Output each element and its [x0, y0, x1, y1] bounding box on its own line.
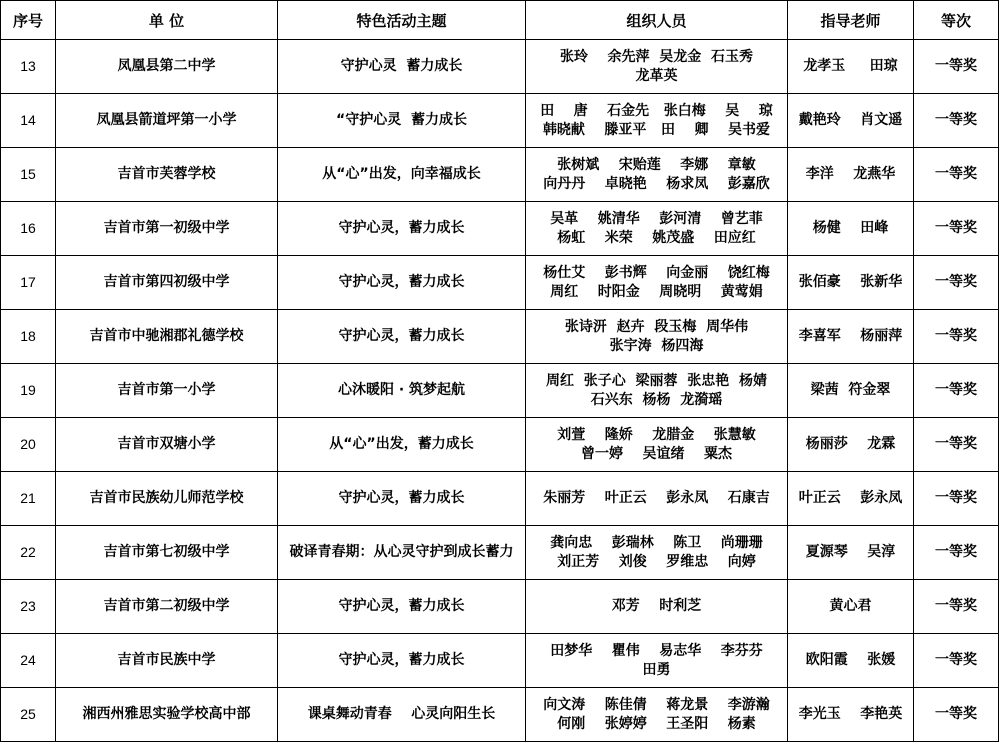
row-organizers: 张树斌 宋贻莲 李娜 章敏 向丹丹 卓晓艳 杨求凤 彭嘉欣: [526, 148, 788, 202]
row-advisors: 杨丽莎 龙霖: [788, 418, 914, 472]
table-row: [1, 94, 999, 148]
row-unit: 凤凰县第二中学: [56, 40, 278, 94]
row-grade: 一等奖: [914, 94, 999, 148]
row-grade: 一等奖: [914, 634, 999, 688]
row-unit: 吉首市双塘小学: [56, 418, 278, 472]
row-no: 21: [1, 472, 56, 526]
row-organizers: 周红 张子心 梁丽蓉 张忠艳 杨婧 石兴东 杨杨 龙漪瑶: [526, 364, 788, 418]
row-no: 13: [1, 40, 56, 94]
row-theme: 课桌舞动青春 心灵向阳生长: [278, 688, 526, 742]
row-unit: 吉首市第四初级中学: [56, 256, 278, 310]
row-advisors: 欧阳霞 张媛: [788, 634, 914, 688]
header-no: 序号: [1, 1, 56, 40]
table-row: [1, 202, 999, 256]
row-organizers: 田梦华 瞿伟 易志华 李芬芬 田勇: [526, 634, 788, 688]
row-organizers: 张诗汧 赵卉 段玉梅 周华伟 张宇涛 杨四海: [526, 310, 788, 364]
header-organizers: 组织人员: [526, 1, 788, 40]
header-grade: 等次: [914, 1, 999, 40]
row-unit: 吉首市芙蓉学校: [56, 148, 278, 202]
row-theme: 守护心灵，蓄力成长: [278, 472, 526, 526]
row-organizers: 邓芳 时利芝: [526, 580, 788, 634]
row-grade: 一等奖: [914, 310, 999, 364]
row-no: 16: [1, 202, 56, 256]
row-advisors: 夏源琴 吴淳: [788, 526, 914, 580]
row-theme: 守护心灵，蓄力成长: [278, 580, 526, 634]
row-no: 18: [1, 310, 56, 364]
row-no: 25: [1, 688, 56, 742]
row-no: 24: [1, 634, 56, 688]
row-grade: 一等奖: [914, 256, 999, 310]
header-theme: 特色活动主题: [278, 1, 526, 40]
row-theme: 从“心”出发，蓄力成长: [278, 418, 526, 472]
table-row: [1, 634, 999, 688]
row-advisors: 龙孝玉 田琼: [788, 40, 914, 94]
table-row: [1, 256, 999, 310]
row-advisors: 李洋 龙燕华: [788, 148, 914, 202]
row-theme: 守护心灵 蓄力成长: [278, 40, 526, 94]
row-organizers: 吴革 姚清华 彭河清 曾艺菲 杨虹 米荣 姚茂盛 田应红: [526, 202, 788, 256]
table-row: [1, 310, 999, 364]
header-advisors: 指导老师: [788, 1, 914, 40]
table-row: [1, 580, 999, 634]
table-row: [1, 148, 999, 202]
row-unit: 吉首市第一初级中学: [56, 202, 278, 256]
row-grade: 一等奖: [914, 364, 999, 418]
row-no: 23: [1, 580, 56, 634]
row-advisors: 李喜军 杨丽萍: [788, 310, 914, 364]
row-grade: 一等奖: [914, 40, 999, 94]
row-advisors: 黄心君: [788, 580, 914, 634]
row-theme: 守护心灵，蓄力成长: [278, 634, 526, 688]
row-organizers: 张玲 余先萍 吴龙金 石玉秀 龙革英: [526, 40, 788, 94]
row-grade: 一等奖: [914, 526, 999, 580]
table-row: [1, 688, 999, 742]
row-organizers: 杨仕艾 彭书辉 向金丽 饶红梅 周红 时阳金 周晓明 黄莺娟: [526, 256, 788, 310]
row-theme: 守护心灵，蓄力成长: [278, 256, 526, 310]
row-unit: 吉首市第一小学: [56, 364, 278, 418]
row-advisors: 杨健 田峰: [788, 202, 914, 256]
header-row: [1, 1, 999, 40]
row-organizers: 朱丽芳 叶正云 彭永凤 石康吉: [526, 472, 788, 526]
row-unit: 吉首市中驰湘郡礼德学校: [56, 310, 278, 364]
row-organizers: 龚向忠 彭瑞林 陈卫 尚珊珊 刘正芳 刘俊 罗维忠 向婷: [526, 526, 788, 580]
row-theme: 守护心灵，蓄力成长: [278, 202, 526, 256]
row-unit: 吉首市第七初级中学: [56, 526, 278, 580]
row-no: 19: [1, 364, 56, 418]
row-grade: 一等奖: [914, 418, 999, 472]
row-no: 15: [1, 148, 56, 202]
row-unit: 凤凰县箭道坪第一小学: [56, 94, 278, 148]
row-theme: 守护心灵，蓄力成长: [278, 310, 526, 364]
row-unit: 吉首市民族幼儿师范学校: [56, 472, 278, 526]
table-row: [1, 418, 999, 472]
row-no: 20: [1, 418, 56, 472]
row-advisors: 李光玉 李艳英: [788, 688, 914, 742]
header-unit: 单 位: [56, 1, 278, 40]
row-advisors: 梁茜 符金翠: [788, 364, 914, 418]
row-grade: 一等奖: [914, 202, 999, 256]
row-organizers: 向文涛 陈佳倩 蒋龙景 李游瀚 何刚 张婷婷 王圣阳 杨素: [526, 688, 788, 742]
row-advisors: 戴艳玲 肖文遥: [788, 94, 914, 148]
row-advisors: 叶正云 彭永凤: [788, 472, 914, 526]
table-row: [1, 40, 999, 94]
row-advisors: 张佰豪 张新华: [788, 256, 914, 310]
row-unit: 湘西州雅思实验学校高中部: [56, 688, 278, 742]
row-grade: 一等奖: [914, 472, 999, 526]
row-no: 14: [1, 94, 56, 148]
table-row: [1, 364, 999, 418]
row-theme: 破译青春期：从心灵守护到成长蓄力: [278, 526, 526, 580]
row-unit: 吉首市民族中学: [56, 634, 278, 688]
row-no: 22: [1, 526, 56, 580]
row-organizers: 田 唐 石金先 张白梅 吴 琼 韩晓献 滕亚平 田 卿 吴书爱: [526, 94, 788, 148]
row-organizers: 刘萱 隆娇 龙腊金 张慧敏 曾一婷 吴谊绪 粟杰: [526, 418, 788, 472]
row-grade: 一等奖: [914, 580, 999, 634]
row-grade: 一等奖: [914, 688, 999, 742]
row-unit: 吉首市第二初级中学: [56, 580, 278, 634]
row-no: 17: [1, 256, 56, 310]
row-theme: “守护心灵 蓄力成长: [278, 94, 526, 148]
row-theme: 心沐暖阳 · 筑梦起航: [278, 364, 526, 418]
row-theme: 从“心”出发，向幸福成长: [278, 148, 526, 202]
table-row: [1, 472, 999, 526]
table-row: [1, 526, 999, 580]
row-grade: 一等奖: [914, 148, 999, 202]
